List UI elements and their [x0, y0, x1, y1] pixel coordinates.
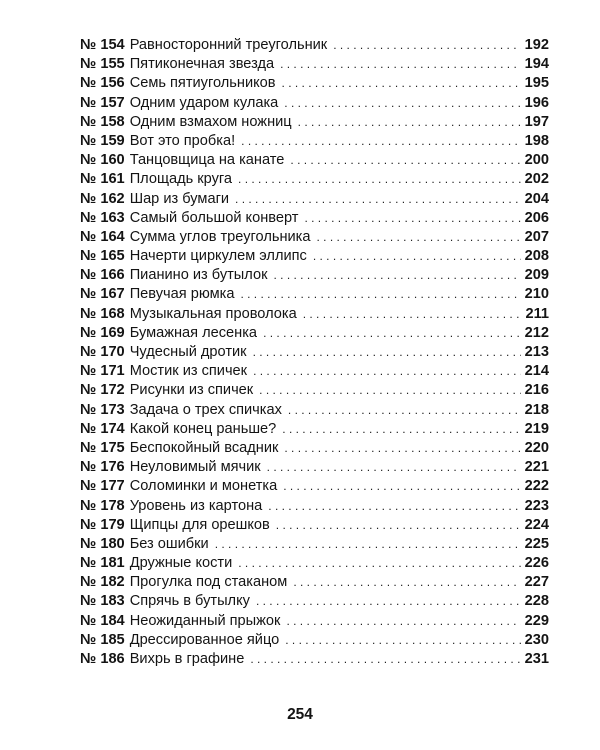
toc-entry-number: № 181: [80, 555, 125, 572]
dot-leader: [235, 190, 521, 209]
dot-leader: [284, 439, 520, 458]
dot-leader: [304, 209, 520, 228]
toc-entry-title: Бумажная лесенка: [129, 324, 258, 341]
toc-entry-number: № 156: [80, 75, 125, 92]
toc-entry-page: 214: [524, 363, 549, 380]
toc-entry-number: № 178: [80, 497, 125, 514]
dot-leader: [282, 420, 520, 439]
toc-entry: [80, 266, 549, 285]
toc-entry-title: Семь пятиугольников: [129, 75, 276, 92]
toc-entry-title: Площадь круга: [129, 171, 233, 188]
toc-entry: [80, 247, 549, 266]
toc-entry-page: 220: [524, 439, 549, 456]
dot-leader: [259, 381, 520, 400]
toc-entry-page: 229: [524, 612, 549, 629]
toc-entry-number: № 160: [80, 152, 125, 169]
toc-entry-number: № 155: [80, 56, 125, 73]
toc-entry-title: Дружные кости: [129, 555, 233, 572]
toc-entry: [80, 631, 549, 650]
toc-entry-number: № 183: [80, 593, 125, 610]
toc-entry: [80, 228, 549, 247]
toc-entry-page: 200: [524, 152, 549, 169]
toc-entry: [80, 113, 549, 132]
toc-entry-title: Задача о трех спичках: [129, 401, 282, 418]
dot-leader: [267, 458, 521, 477]
dot-leader: [215, 535, 521, 554]
toc-entry-page: 222: [524, 478, 549, 495]
toc-entry: [80, 74, 549, 93]
toc-entry-number: № 167: [80, 286, 125, 303]
toc-entry-page: 231: [524, 651, 549, 667]
toc-entry: [80, 535, 549, 554]
toc-entry: [80, 55, 549, 74]
toc-entry-title: Одним ударом кулака: [129, 94, 279, 111]
toc-entry: [80, 94, 549, 113]
toc-entry: [80, 516, 549, 535]
toc-entry: [80, 132, 549, 151]
toc-entry-title: Пятиконечная звезда: [129, 56, 275, 73]
toc-entry-page: 230: [524, 631, 549, 648]
toc-entry-title: Самый большой конверт: [129, 209, 299, 226]
toc-entry-number: № 159: [80, 132, 125, 149]
dot-leader: [276, 516, 521, 535]
dot-leader: [240, 285, 520, 304]
dot-leader: [256, 592, 521, 611]
toc-entry-number: № 162: [80, 190, 125, 207]
toc-entry-page: 224: [524, 516, 549, 533]
dot-leader: [285, 631, 520, 650]
toc-entry-number: № 176: [80, 459, 125, 476]
toc-entry-title: Неожиданный прыжок: [129, 612, 281, 629]
dot-leader: [333, 36, 520, 55]
dot-leader: [253, 343, 521, 362]
dot-leader: [238, 170, 521, 189]
toc-entry-number: № 171: [80, 363, 125, 380]
toc-entry-page: 198: [524, 132, 549, 149]
toc-entry: [80, 439, 549, 458]
toc-entry-number: № 154: [80, 37, 125, 53]
toc-entry: [80, 612, 549, 631]
toc-entry-title: Без ошибки: [129, 535, 209, 552]
toc-entry-title: Беспокойный всадник: [129, 439, 279, 456]
toc-entry-title: Прогулка под стаканом: [129, 574, 288, 591]
toc-entry: [80, 151, 549, 170]
toc-entry-number: № 165: [80, 248, 125, 265]
toc-entry: [80, 420, 549, 439]
toc-entry: [80, 592, 549, 611]
toc-entry: [80, 209, 549, 228]
toc-entry-page: 210: [524, 286, 549, 303]
dot-leader: [280, 55, 521, 74]
toc-entry-page: 228: [524, 593, 549, 610]
toc-entry-page: 219: [524, 420, 549, 437]
toc-entry-title: Какой конец раньше?: [129, 420, 277, 437]
dot-leader: [286, 612, 520, 631]
toc-entry-page: 194: [524, 56, 549, 73]
dot-leader: [250, 650, 520, 669]
page-number: 254: [287, 706, 313, 723]
toc-entry-title: Шар из бумаги: [129, 190, 230, 207]
toc-entry-title: Начерти циркулем эллипс: [129, 248, 307, 265]
toc-entry-number: № 182: [80, 574, 125, 591]
toc-entry-title: Чудесный дротик: [129, 344, 247, 360]
toc-entry-number: № 164: [80, 228, 125, 245]
toc-entry: [80, 554, 549, 573]
toc-entry-title: Мостик из спичек: [129, 363, 248, 380]
toc-entry-page: 197: [524, 113, 549, 130]
toc-entry-page: 216: [524, 382, 549, 399]
dot-leader: [288, 401, 521, 420]
toc-entry-title: Соломинки и монетка: [129, 478, 278, 495]
toc-entry-number: № 186: [80, 651, 125, 667]
toc-entry-number: № 170: [80, 344, 125, 360]
toc-entry: [80, 497, 549, 516]
toc-entry-page: 213: [524, 344, 549, 360]
dot-leader: [298, 113, 521, 132]
toc-entry-page: 226: [524, 555, 549, 572]
toc-entry-number: № 179: [80, 516, 125, 533]
toc-entry-number: № 177: [80, 478, 125, 495]
toc-entry-number: № 169: [80, 324, 125, 341]
toc-entry-page: 227: [524, 574, 549, 591]
toc-entry-title: Уровень из картона: [129, 497, 263, 514]
dot-leader: [268, 497, 520, 516]
toc-entry: [80, 324, 549, 343]
dot-leader: [303, 305, 522, 324]
toc-entry-page: 195: [524, 75, 549, 92]
toc-entry-number: № 158: [80, 113, 125, 130]
toc-entry: [80, 401, 549, 420]
toc-entry-number: № 157: [80, 94, 125, 111]
toc-entry-page: 192: [524, 37, 549, 53]
toc-entry: [80, 362, 549, 381]
dot-leader: [253, 362, 521, 381]
toc-entry: [80, 573, 549, 592]
dot-leader: [282, 74, 521, 93]
toc-entry-page: 223: [524, 497, 549, 514]
dot-leader: [263, 324, 521, 343]
dot-leader: [290, 151, 520, 170]
table-of-contents: [80, 36, 549, 669]
toc-entry: [80, 285, 549, 304]
toc-entry-page: 207: [524, 228, 549, 245]
toc-entry-number: № 163: [80, 209, 125, 226]
toc-entry-title: Дрессированное яйцо: [129, 631, 280, 648]
toc-entry-page: 202: [524, 171, 549, 188]
toc-entry-number: № 180: [80, 535, 125, 552]
toc-entry-page: 225: [524, 535, 549, 552]
toc-entry: [80, 36, 549, 55]
toc-entry-title: Танцовщица на канате: [129, 152, 285, 169]
toc-entry-page: 209: [524, 267, 549, 284]
toc-entry-title: Равносторонний треугольник: [129, 37, 328, 53]
toc-entry: [80, 343, 549, 362]
toc-entry-title: Вот это пробка!: [129, 132, 236, 149]
toc-entry-page: 221: [524, 459, 549, 476]
toc-entry-title: Рисунки из спичек: [129, 382, 254, 399]
toc-entry-title: Щипцы для орешков: [129, 516, 270, 533]
toc-entry: [80, 381, 549, 400]
toc-entry-title: Музыкальная проволока: [129, 305, 297, 322]
dot-leader: [273, 266, 520, 285]
toc-entry-page: 196: [524, 94, 549, 111]
toc-entry-number: № 175: [80, 439, 125, 456]
dot-leader: [317, 228, 521, 247]
toc-entry: [80, 650, 549, 669]
toc-entry-page: 211: [525, 305, 549, 322]
toc-entry-page: 206: [524, 209, 549, 226]
toc-entry-title: Сумма углов треугольника: [129, 228, 311, 245]
toc-entry-title: Певучая рюмка: [129, 286, 235, 303]
toc-entry-title: Одним взмахом ножниц: [129, 113, 292, 130]
dot-leader: [238, 554, 520, 573]
toc-entry-number: № 168: [80, 305, 125, 322]
toc-entry-title: Неуловимый мячик: [129, 459, 261, 476]
dot-leader: [283, 477, 520, 496]
toc-entry-number: № 173: [80, 401, 125, 418]
dot-leader: [313, 247, 521, 266]
toc-entry-number: № 174: [80, 420, 125, 437]
dot-leader: [284, 94, 520, 113]
dot-leader: [293, 573, 520, 592]
toc-entry: [80, 170, 549, 189]
toc-entry: [80, 190, 549, 209]
toc-entry-title: Спрячь в бутылку: [129, 593, 250, 610]
toc-entry: [80, 305, 549, 324]
toc-entry-page: 212: [524, 324, 549, 341]
toc-entry-page: 218: [524, 401, 549, 418]
toc-entry-title: Пианино из бутылок: [129, 267, 268, 284]
toc-entry-page: 204: [524, 190, 549, 207]
toc-entry-page: 208: [524, 248, 549, 265]
dot-leader: [241, 132, 520, 151]
toc-entry-title: Вихрь в графине: [129, 651, 245, 667]
toc-entry-number: № 166: [80, 267, 125, 284]
toc-entry-number: № 185: [80, 631, 125, 648]
toc-entry: [80, 477, 549, 496]
toc-entry-number: № 184: [80, 612, 125, 629]
toc-entry: [80, 458, 549, 477]
toc-entry-number: № 161: [80, 171, 125, 188]
toc-entry-number: № 172: [80, 382, 125, 399]
